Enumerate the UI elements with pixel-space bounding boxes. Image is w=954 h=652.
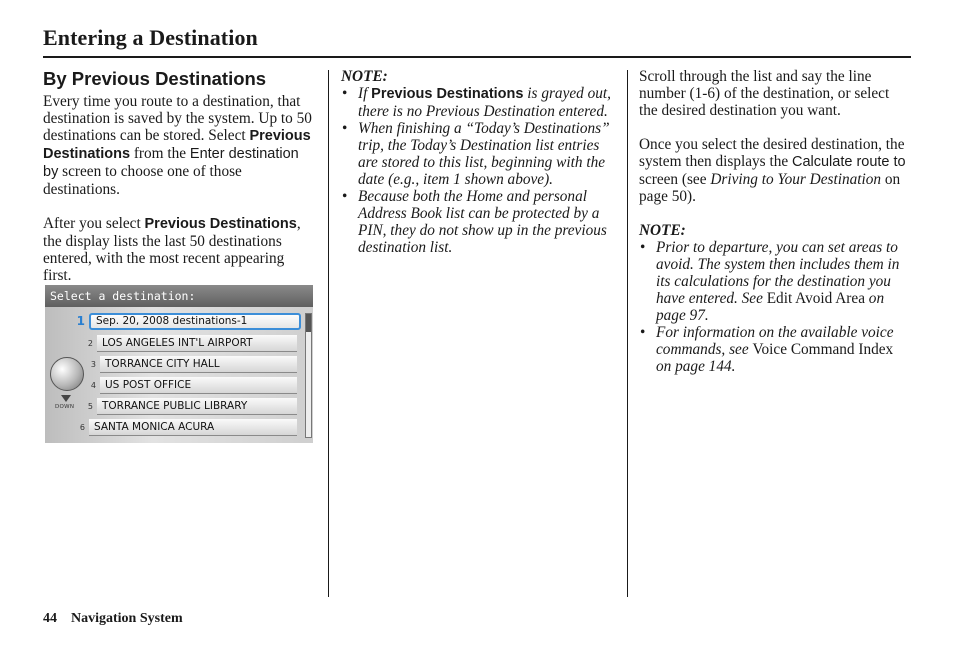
text-run: screen to choose one of those destinations. [43, 163, 242, 198]
cross-reference: Voice Command Index [752, 341, 894, 358]
screen-body [45, 307, 313, 443]
joystick-knob-icon [50, 357, 84, 391]
page-number: 44 [43, 611, 57, 626]
row-label: TORRANCE CITY HALL [100, 356, 297, 373]
row-number: 2 [87, 339, 93, 348]
text-run: on page 144. [656, 358, 736, 375]
row-number: 1 [76, 314, 85, 328]
row-number: 4 [90, 381, 96, 390]
list-scrollbar[interactable] [305, 313, 312, 438]
select-paragraph [639, 136, 911, 205]
column-2 [341, 68, 613, 256]
text-run: , the display lists the last 50 destinations entered, with the most recent appearing first. [43, 215, 301, 284]
text-run: Every time you route to a destination, that destination is saved by the system. Up to 50 destinations can be stored. Select [43, 93, 312, 144]
bullet: • [640, 239, 646, 256]
row-number: 3 [90, 360, 96, 369]
bullet: • [342, 188, 348, 205]
row-number: 6 [79, 423, 85, 432]
scroll-paragraph: Scroll through the list and say the line number (1-6) of the destination, or select the desired destination you want. [639, 68, 890, 119]
list-item [341, 188, 613, 256]
down-label: DOWN [55, 404, 75, 410]
note-label: NOTE: [341, 68, 388, 85]
note-list [341, 85, 613, 256]
bullet: • [342, 120, 348, 137]
text-run: Because both the Home and personal Address Book list can be protected by a PIN, they do not show up in the previous destination list. [358, 188, 607, 256]
destination-row[interactable] [86, 376, 297, 395]
row-label: US POST OFFICE [100, 377, 297, 394]
text-run: Once you select the desired destination, the system then displays the [639, 136, 905, 170]
ui-term: Calculate route to [791, 154, 906, 170]
row-number: 5 [87, 402, 93, 411]
destination-row[interactable] [83, 334, 297, 353]
text-run: For information on the available voice commands, see [656, 324, 894, 358]
text-run: When finishing a “Today’s Destinations” trip, the Today’s Destination list entries are stored to this list, beginning with the date (e.g., item 1 shown above). [358, 120, 610, 188]
cross-reference: Driving to Your Destination [710, 171, 882, 188]
row-label: LOS ANGELES INT'L AIRPORT [97, 335, 297, 352]
destination-row[interactable] [75, 312, 301, 331]
list-item [639, 239, 911, 324]
row-label: Sep. 20, 2008 destinations-1 [89, 313, 301, 330]
column-1 [43, 68, 315, 284]
text-run: If [358, 85, 372, 102]
column-divider-2 [627, 70, 628, 597]
intro-paragraph [43, 93, 315, 198]
bullet: • [342, 85, 348, 102]
list-paragraph [43, 215, 315, 284]
list-item [341, 120, 613, 188]
destination-row[interactable] [75, 418, 297, 437]
text-run: on page 97. [656, 290, 885, 324]
list-item [341, 85, 613, 120]
bullet: • [640, 324, 646, 341]
text-run: screen (see [639, 171, 711, 188]
column-3 [639, 68, 911, 375]
ui-term: Previous Destinations [43, 128, 311, 162]
destination-row[interactable] [83, 397, 297, 416]
text-run: on page 50). [639, 171, 901, 205]
screen-header: Select a destination: [45, 285, 313, 307]
column-divider-1 [328, 70, 329, 597]
ui-term: Previous Destinations [144, 216, 297, 232]
destination-row[interactable] [86, 355, 297, 374]
text-run: Prior to departure, you can set areas to avoid. The system then includes them in its calculations for the destination you have entered. See [656, 239, 900, 307]
list-item [639, 324, 911, 375]
footer-label: Navigation System [71, 611, 183, 626]
row-label: SANTA MONICA ACURA [89, 419, 297, 436]
title-rule [43, 56, 911, 58]
cross-reference: Edit Avoid Area [766, 290, 865, 307]
page-footer [43, 611, 183, 627]
note-label: NOTE: [639, 222, 686, 239]
page-title: Entering a Destination [43, 25, 258, 50]
row-label: TORRANCE PUBLIC LIBRARY [97, 398, 297, 415]
text-run: from the [130, 145, 190, 162]
text-run: is grayed out, there is no Previous Destination entered. [358, 85, 611, 120]
section-heading: By Previous Destinations [43, 68, 267, 89]
ui-term: Enter destination by [43, 146, 299, 180]
text-run: After you select [43, 215, 145, 232]
down-arrow-icon [61, 395, 71, 402]
ui-term: Previous Destinations [371, 86, 524, 102]
destination-screen-image [45, 285, 313, 443]
note-list [639, 239, 911, 375]
scrollbar-thumb[interactable] [306, 314, 311, 332]
